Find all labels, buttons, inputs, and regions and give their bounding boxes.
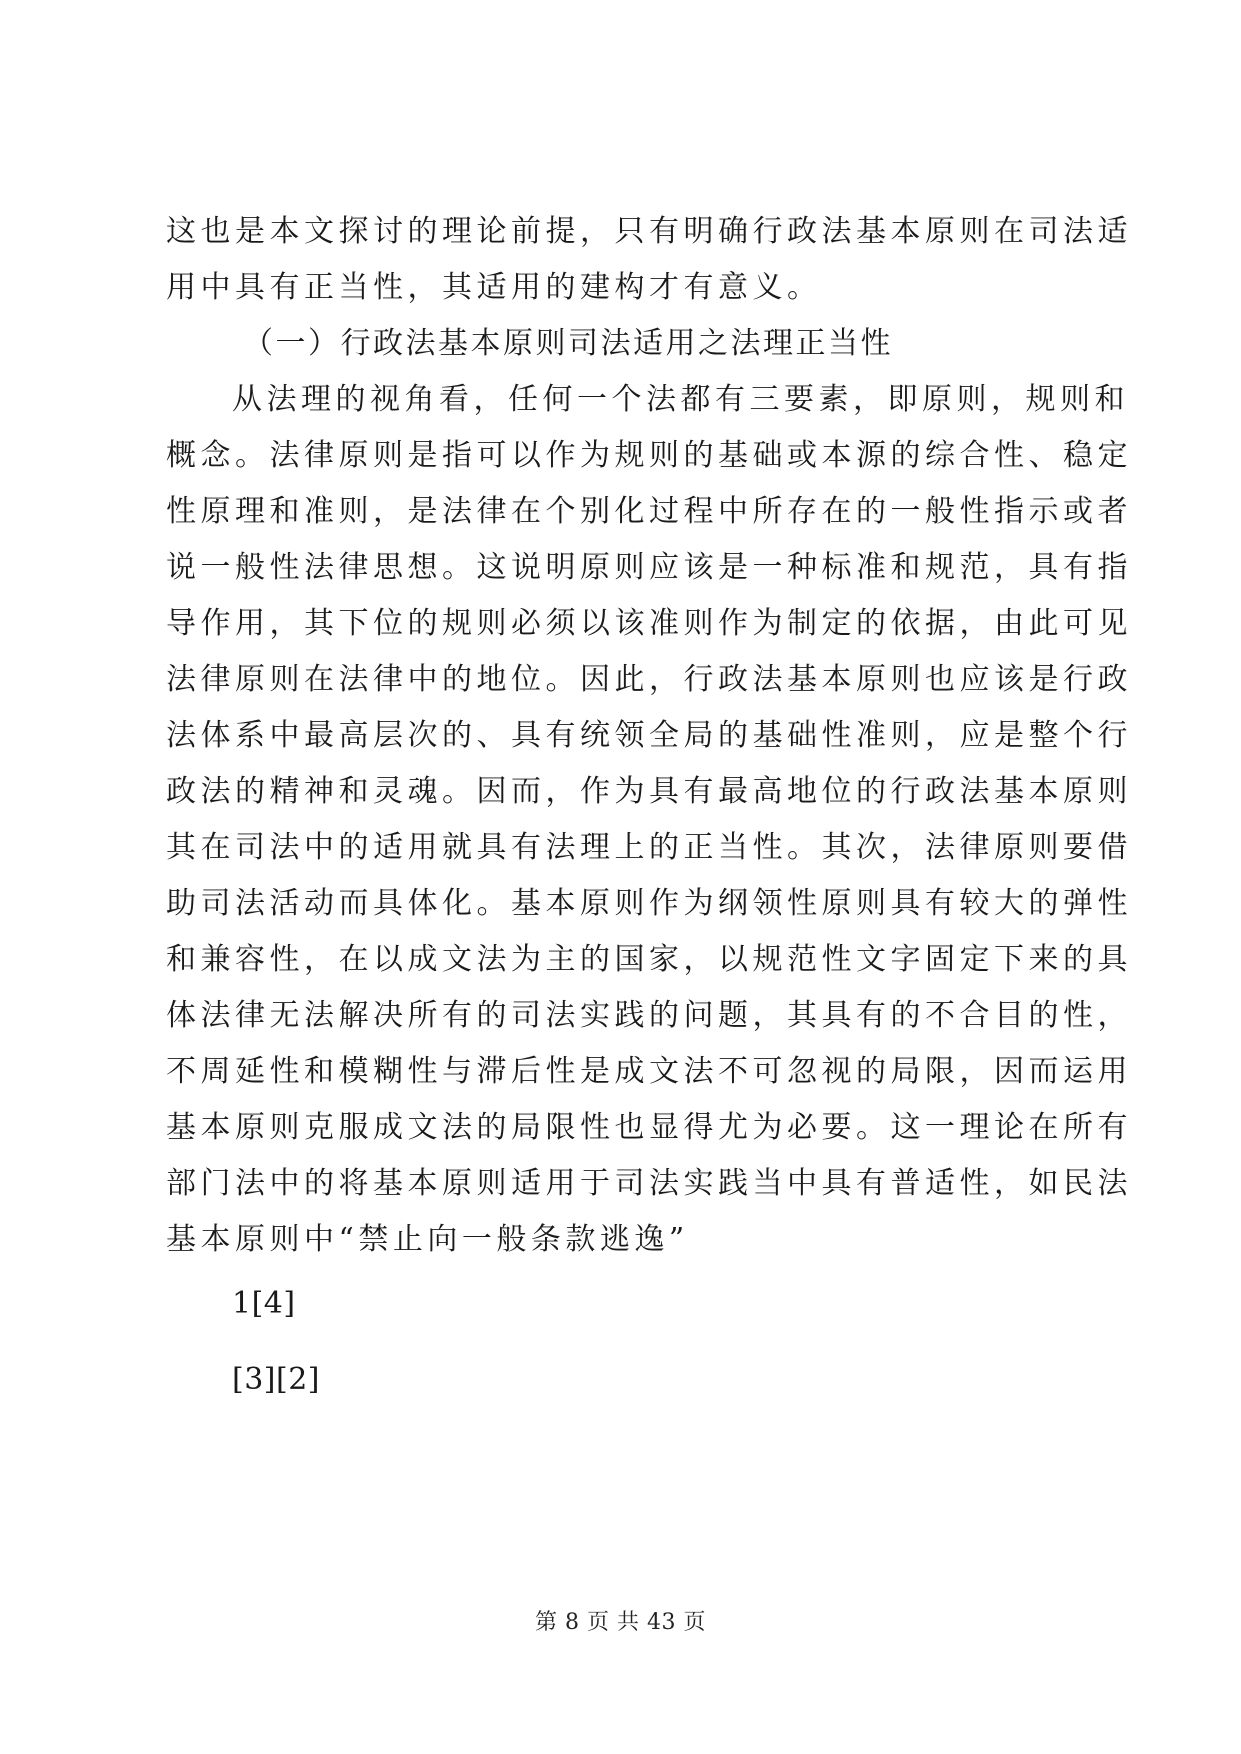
text-line: 用中具有正当性，其适用的建构才有意义。	[166, 270, 822, 305]
paragraph-line: 法律原则在法律中的地位。因此，行政法基本原则也应该是行政	[166, 662, 1132, 697]
paragraph-line: 部门法中的将基本原则适用于司法实践当中具有普适性，如民法	[166, 1166, 1132, 1201]
paragraph-line: 基本原则中“禁止向一般条款逃逸”	[166, 1222, 689, 1257]
paragraph-line: 基本原则克服成文法的局限性也显得尤为必要。这一理论在所有	[166, 1110, 1132, 1145]
paragraph-line: 概念。法律原则是指可以作为规则的基础或本源的综合性、稳定	[166, 438, 1132, 473]
section-heading: （一）行政法基本原则司法适用之法理正当性	[243, 326, 893, 361]
paragraph-line: 体法律无法解决所有的司法实践的问题，其具有的不合目的性，	[166, 998, 1132, 1033]
page-number-footer: 第 8 页 共 43 页	[535, 1610, 706, 1635]
paragraph-line: 导作用，其下位的规则必须以该准则作为制定的依据，由此可见	[166, 606, 1132, 641]
paragraph-line: 政法的精神和灵魂。因而，作为具有最高地位的行政法基本原则	[166, 774, 1132, 809]
paragraph-line: 法体系中最高层次的、具有统领全局的基础性准则，应是整个行	[166, 718, 1132, 753]
paragraph-line: 其在司法中的适用就具有法理上的正当性。其次，法律原则要借	[166, 830, 1132, 865]
paragraph-line: 说一般性法律思想。这说明原则应该是一种标准和规范，具有指	[166, 550, 1132, 585]
reference-marker: [3][2]	[232, 1362, 320, 1397]
paragraph-line: 不周延性和模糊性与滞后性是成文法不可忽视的局限，因而运用	[166, 1054, 1132, 1089]
paragraph-line: 从法理的视角看，任何一个法都有三要素，即原则，规则和	[232, 382, 1129, 417]
reference-marker: 1[4]	[232, 1286, 296, 1321]
text-line: 这也是本文探讨的理论前提，只有明确行政法基本原则在司法适	[166, 214, 1132, 249]
paragraph-line: 和兼容性，在以成文法为主的国家，以规范性文字固定下来的具	[166, 942, 1132, 977]
paragraph-line: 性原理和准则，是法律在个别化过程中所存在的一般性指示或者	[166, 494, 1132, 529]
paragraph-line: 助司法活动而具体化。基本原则作为纲领性原则具有较大的弹性	[166, 886, 1132, 921]
